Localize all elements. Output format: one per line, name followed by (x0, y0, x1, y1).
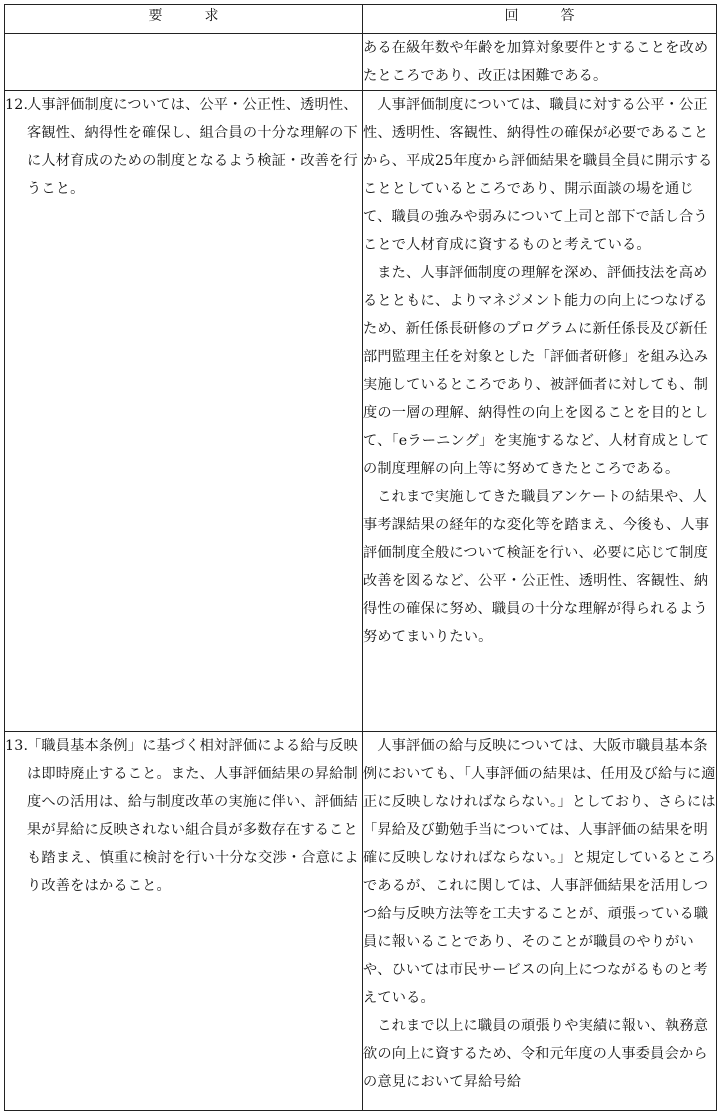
answer-paragraph: これまで実施してきた職員アンケートの結果や、人事考課結果の経年的な変化等を踏まえ、今後も、人事評価制度全般について検証を行い、必要に応じて制度改善を図るなど、公平・公正性、透明性、客観性、納得性の確保に努め、職員の十分な理解が得られるよう努めてまいりたい。 (363, 489, 710, 645)
answer-cell-13 (363, 732, 717, 1111)
request-text: 人事評価制度については、公平・公正性、透明性、客観性、納得性を確保し、組合員の十分な理解の下に人材育成のための制度となるよう検証・改善を行うこと。 (27, 97, 358, 197)
table-row (5, 91, 717, 732)
request-cell-continued (5, 34, 363, 91)
answer-cell-12 (363, 91, 717, 732)
table-row (5, 732, 717, 1111)
request-answer-table (4, 4, 717, 1111)
header-request: 要 求 (5, 5, 363, 34)
request-number: 13. (5, 738, 29, 754)
request-number: 12. (5, 97, 29, 113)
request-cell-12 (5, 91, 363, 732)
answer-paragraph: 人事評価制度については、職員に対する公平・公正性、透明性、客観性、納得性の確保が必要であることから、平成25年度から評価結果を職員全員に開示することとしているところであり、開示面談の場を通じて、職員の強みや弱みについて上司と部下で話し合うことで人材育成に資するものと考えている。 (363, 97, 713, 253)
answer-paragraph: 人事評価の給与反映については、大阪市職員基本条例においても、「人事評価の結果は、任用及び給与に適正に反映しなければならない。」としており、さらには「昇給及び勤勉手当については、人事評価の結果を明確に反映しなければならない。」と規定しているところであるが、これに関しては、人事評価結果を活用しつつ給与反映方法等を工夫することが、頑張っている職員に報いることであり、そのことが職員のやりがいや、ひいては市民サービスの向上につながるものと考えている。 (363, 738, 716, 1006)
header-answer: 回 答 (363, 5, 717, 34)
request-cell-13 (5, 732, 363, 1111)
table-header-row (5, 5, 717, 34)
answer-cell-continued (363, 34, 717, 91)
answer-paragraph: これまで以上に職員の頑張りや実績に報い、執務意欲の向上に資するため、令和元年度の人事委員会からの意見において昇給号給 (363, 1018, 709, 1090)
answer-paragraph: ある在級年数や年齢を加算対象要件とすることを改めたところであり、改正は困難である。 (363, 40, 709, 84)
table-row (5, 34, 717, 91)
answer-paragraph: また、人事評価制度の理解を深め、評価技法を高めるとともに、よりマネジメント能力の向上につなげるため、新任係長研修のプログラムに新任係長及び新任部門監理主任を対象とした「評価者研修」を組み込み実施しているところであり、被評価者に対しても、制度の一層の理解、納得性の向上を図ることを目的として、「eラーニング」を実施するなど、人材育成としての制度理解の向上等に努めてきたところである。 (363, 265, 710, 477)
request-text: 「職員基本条例」に基づく相対評価による給与反映は即時廃止すること。また、人事評価結果の昇給制度への活用は、給与制度改革の実施に伴い、評価結果が昇給に反映されない組合員が多数存在することも踏まえ、慎重に検討を行い十分な交渉・合意により改善をはかること。 (27, 738, 359, 894)
